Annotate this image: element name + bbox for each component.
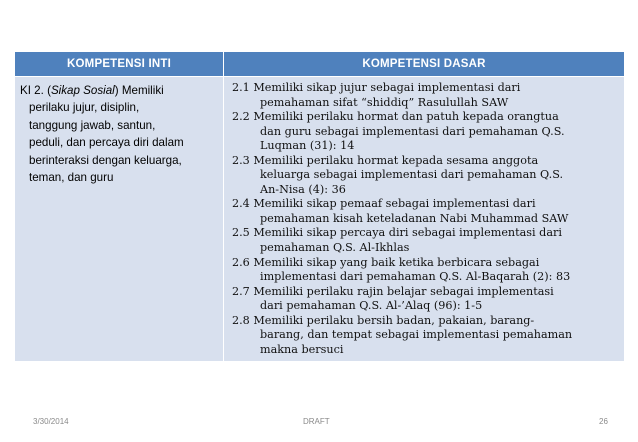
ki-cell [15,77,224,362]
kd-item [232,314,618,358]
kd-line: 2.8 Memiliki perilaku bersih badan, pakaian, barang- [232,313,535,327]
ki-line: berinteraksi dengan keluarga, [29,153,182,167]
kd-line: pemahaman sifat “shiddiq” Rasulullah SAW [260,95,509,109]
kd-item [232,81,618,110]
ki-line: teman, dan guru [29,171,114,185]
ki-prefix: KI 2. ( [20,84,51,97]
table-header-row [15,52,625,77]
footer-draft: DRAFT [303,417,330,426]
kd-line: 2.1 Memiliki sikap jujur sebagai implementasi dari [232,81,521,94]
header-kompetensi-inti: KOMPETENSI INTI [15,52,224,77]
ki-first-suffix: ) Memiliki [114,84,164,97]
kd-line: 2.7 Memiliki perilaku rajin belajar sebagai implementasi [232,284,554,298]
kd-line: barang, dan tempat sebagai implementasi pemahaman [260,328,573,342]
footer-date: 3/30/2014 [33,417,69,426]
kd-cell [224,77,625,362]
kd-item [232,197,618,226]
kd-line: 2.4 Memiliki sikap pemaaf sebagai implementasi dari [232,197,536,211]
kd-line: An-Nisa (4): 36 [260,182,346,196]
footer-page-number: 26 [599,417,608,426]
ki-line: perilaku jujur, disiplin, [29,101,140,115]
kd-line: makna bersuci [260,342,344,356]
kd-line: pemahaman Q.S. Al-Ikhlas [260,241,410,255]
kd-line: 2.2 Memiliki perilaku hormat dan patuh kepada orangtua [232,110,559,124]
kd-list [232,81,618,357]
kd-line: 2.3 Memiliki perilaku hormat kepada sesama anggota [232,153,539,167]
kd-item [232,256,618,285]
kd-line: dan guru sebagai implementasi dari pemahaman Q.S. [260,124,565,138]
kd-item [232,226,618,255]
ki-italic-label: Sikap Sosial [50,84,115,97]
kd-item [232,285,618,314]
kd-item [232,154,618,198]
table-row [15,77,625,362]
kd-line: 2.5 Memiliki sikap percaya diri sebagai implementasi dari [232,226,562,240]
kd-item [232,110,618,154]
kd-line: implementasi dari pemahaman Q.S. Al-Baqarah (2): 83 [260,270,571,284]
ki-line: peduli, dan percaya diri dalam [29,136,184,150]
header-kompetensi-dasar: KOMPETENSI DASAR [224,52,625,77]
kd-line: keluarga sebagai implementasi dari pemahaman Q.S. [260,168,564,182]
ki-lines [20,99,219,186]
kd-line: pemahaman kisah keteladanan Nabi Muhammad SAW [260,211,569,225]
competency-table [14,51,625,362]
kd-line: Luqman (31): 14 [260,139,355,153]
kd-line: dari pemahaman Q.S. Al-’Alaq (96): 1-5 [260,299,483,313]
ki-line: tanggung jawab, santun, [29,118,156,132]
ki-first-line [20,82,219,99]
kd-line: 2.6 Memiliki sikap yang baik ketika berbicara sebagai [232,255,540,269]
